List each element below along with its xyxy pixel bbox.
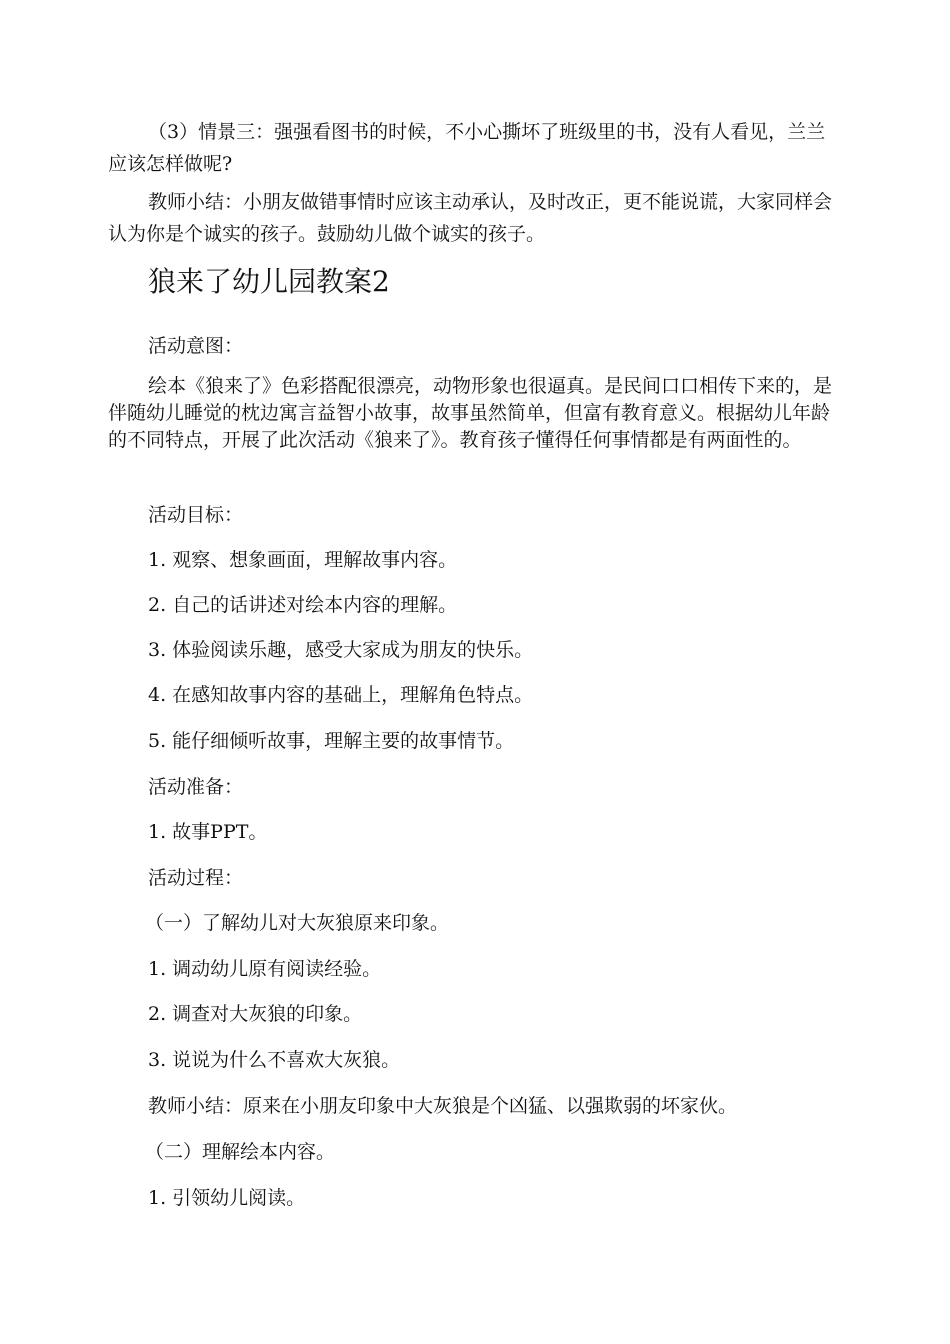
part-two-item: 1. 引领幼儿阅读。 — [148, 1187, 306, 1209]
part-one-item: 2. 调查对大灰狼的印象。 — [148, 1003, 363, 1025]
goal-item: 3. 体验阅读乐趣，感受大家成为朋友的快乐。 — [148, 639, 534, 661]
part-one-item: 3. 说说为什么不喜欢大灰狼。 — [148, 1049, 401, 1071]
scenario-three-paragraph: （3）情景三：强强看图书的时候，不小心撕坏了班级里的书，没有人看见，兰兰应该怎样做呢? — [108, 121, 826, 175]
part-two-heading: （二）理解绘本内容。 — [145, 1141, 336, 1163]
part-one-summary: 教师小结：原来在小朋友印象中大灰狼是个凶猛、以强欺弱的坏家伙。 — [148, 1095, 738, 1117]
intent-heading: 活动意图： — [148, 335, 244, 357]
teacher-summary-paragraph: 教师小结：小朋友做错事情时应该主动承认，及时改正，更不能说谎，大家同样会认为你是个诚实的孩子。鼓励幼儿做个诚实的孩子。 — [108, 191, 833, 245]
goal-item: 2. 自己的话讲述对绘本内容的理解。 — [148, 594, 458, 616]
prep-item: 1. 故事PPT。 — [148, 821, 268, 843]
part-one-item: 1. 调动幼儿原有阅读经验。 — [148, 958, 382, 980]
part-one-heading: （一）了解幼儿对大灰狼原来印象。 — [145, 912, 450, 934]
intent-paragraph: 绘本《狼来了》色彩搭配很漂亮，动物形象也很逼真。是民间口口相传下来的，是伴随幼儿睡觉的枕边寓言益智小故事，故事虽然简单，但富有教育意义。根据幼儿年龄的不同特点，开展了此次活动《狼来了》。教育孩子懂得任何事情都是有两面性的。 — [108, 375, 833, 451]
goal-item: 5. 能仔细倾听故事，理解主要的故事情节。 — [148, 730, 515, 752]
goal-item: 1. 观察、想象画面，理解故事内容。 — [148, 549, 458, 571]
goals-heading: 活动目标： — [148, 504, 244, 526]
process-heading: 活动过程： — [148, 867, 244, 889]
goal-item: 4. 在感知故事内容的基础上，理解角色特点。 — [148, 684, 534, 706]
document-title: 狼来了幼儿园教案2 — [148, 265, 390, 298]
prep-heading: 活动准备： — [148, 776, 244, 798]
